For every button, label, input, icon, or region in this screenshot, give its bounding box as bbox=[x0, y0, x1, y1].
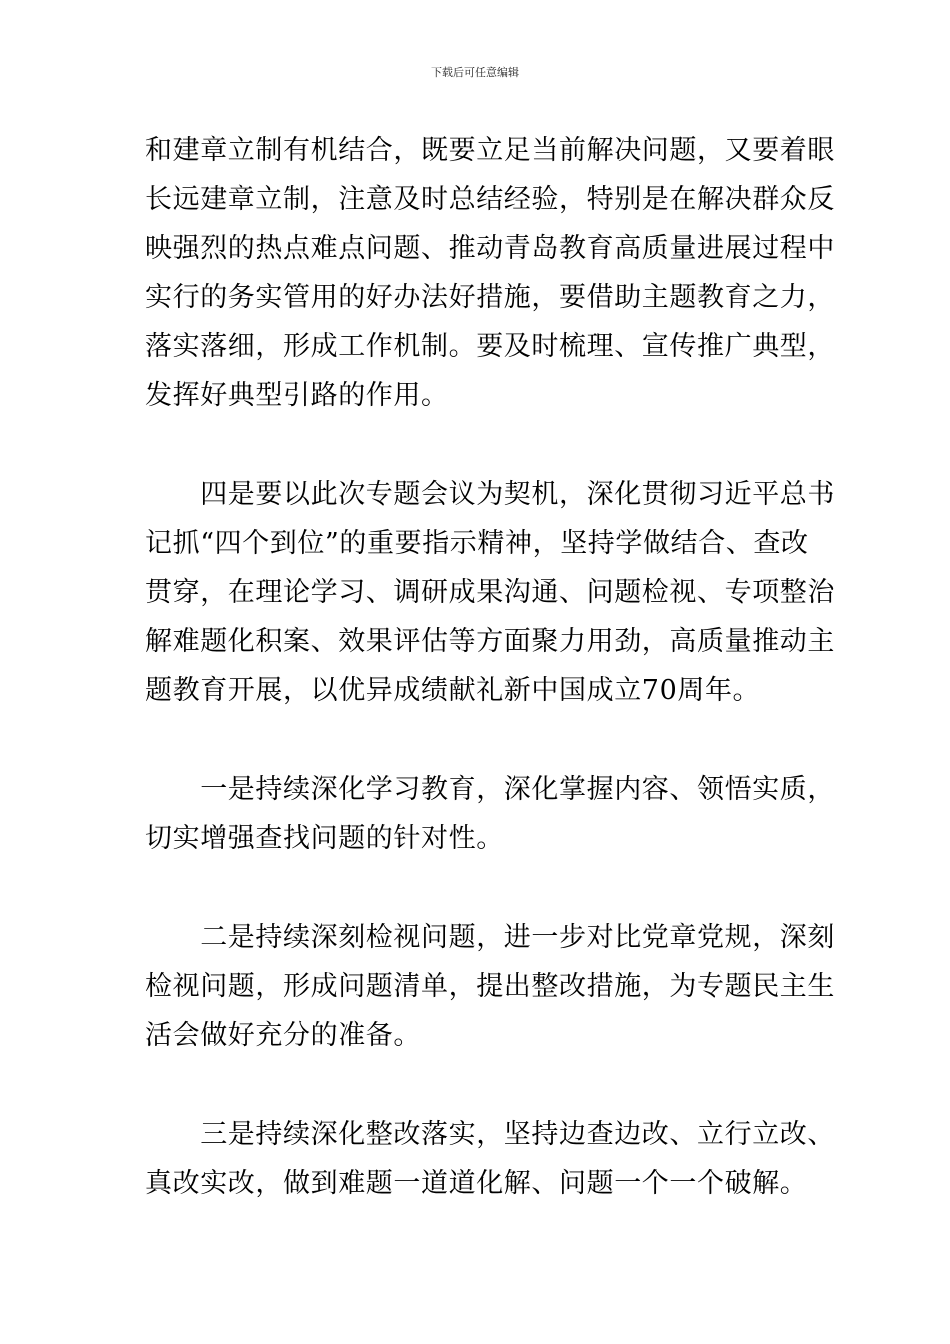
text-line: 二是持续深刻检视问题，进一步对比党章党规，深刻 bbox=[145, 922, 835, 953]
text-line: 题教育开展，以优异成绩献礼新中国成立70周年。 bbox=[145, 675, 761, 706]
text-line: 发挥好典型引路的作用。 bbox=[145, 380, 449, 411]
text-line: 检视问题，形成问题清单，提出整改措施，为专题民主生 bbox=[145, 971, 835, 1002]
text-line: 一是持续深化学习教育，深化掌握内容、领悟实质， bbox=[145, 774, 835, 805]
paragraph bbox=[145, 765, 835, 863]
paragraph-spacer bbox=[145, 863, 815, 913]
text-line: 四是要以此次专题会议为契机，深化贯彻习近平总书 bbox=[145, 479, 835, 510]
text-line: 贯穿，在理论学习、调研成果沟通、问题检视、专项整治 bbox=[145, 577, 835, 608]
document-body bbox=[145, 126, 835, 1208]
text-line: 真改实改，做到难题一道道化解、问题一个一个破解。 bbox=[145, 1168, 808, 1199]
page-header-note: 下载后可任意编辑 bbox=[431, 66, 519, 79]
text-line: 落实落细，形成工作机制。要及时梳理、宣传推广典型， bbox=[145, 331, 835, 362]
text-line: 记抓“四个到位”的重要指示精神，坚持学做结合、查改 bbox=[145, 528, 809, 559]
paragraph bbox=[145, 126, 835, 420]
text-line: 和建章立制有机结合，既要立足当前解决问题，又要着眼 bbox=[145, 135, 835, 166]
text-line: 三是持续深化整改落实，坚持边查边改、立行立改、 bbox=[145, 1119, 835, 1150]
text-line: 长远建章立制，注意及时总结经验，特别是在解决群众反 bbox=[145, 184, 835, 215]
text-line: 解难题化积案、效果评估等方面聚力用劲，高质量推动主 bbox=[145, 626, 835, 657]
paragraph-spacer bbox=[145, 715, 815, 765]
paragraph bbox=[145, 1110, 835, 1208]
text-line: 映强烈的热点难点问题、推动青岛教育高质量进展过程中 bbox=[145, 233, 835, 264]
paragraph bbox=[145, 913, 835, 1060]
paragraph-spacer bbox=[145, 420, 815, 470]
text-line: 实行的务实管用的好办法好措施，要借助主题教育之力， bbox=[145, 282, 835, 313]
text-line: 活会做好充分的准备。 bbox=[145, 1020, 421, 1051]
paragraph bbox=[145, 470, 835, 715]
text-line: 切实增强查找问题的针对性。 bbox=[145, 823, 504, 854]
paragraph-spacer bbox=[145, 1060, 815, 1110]
